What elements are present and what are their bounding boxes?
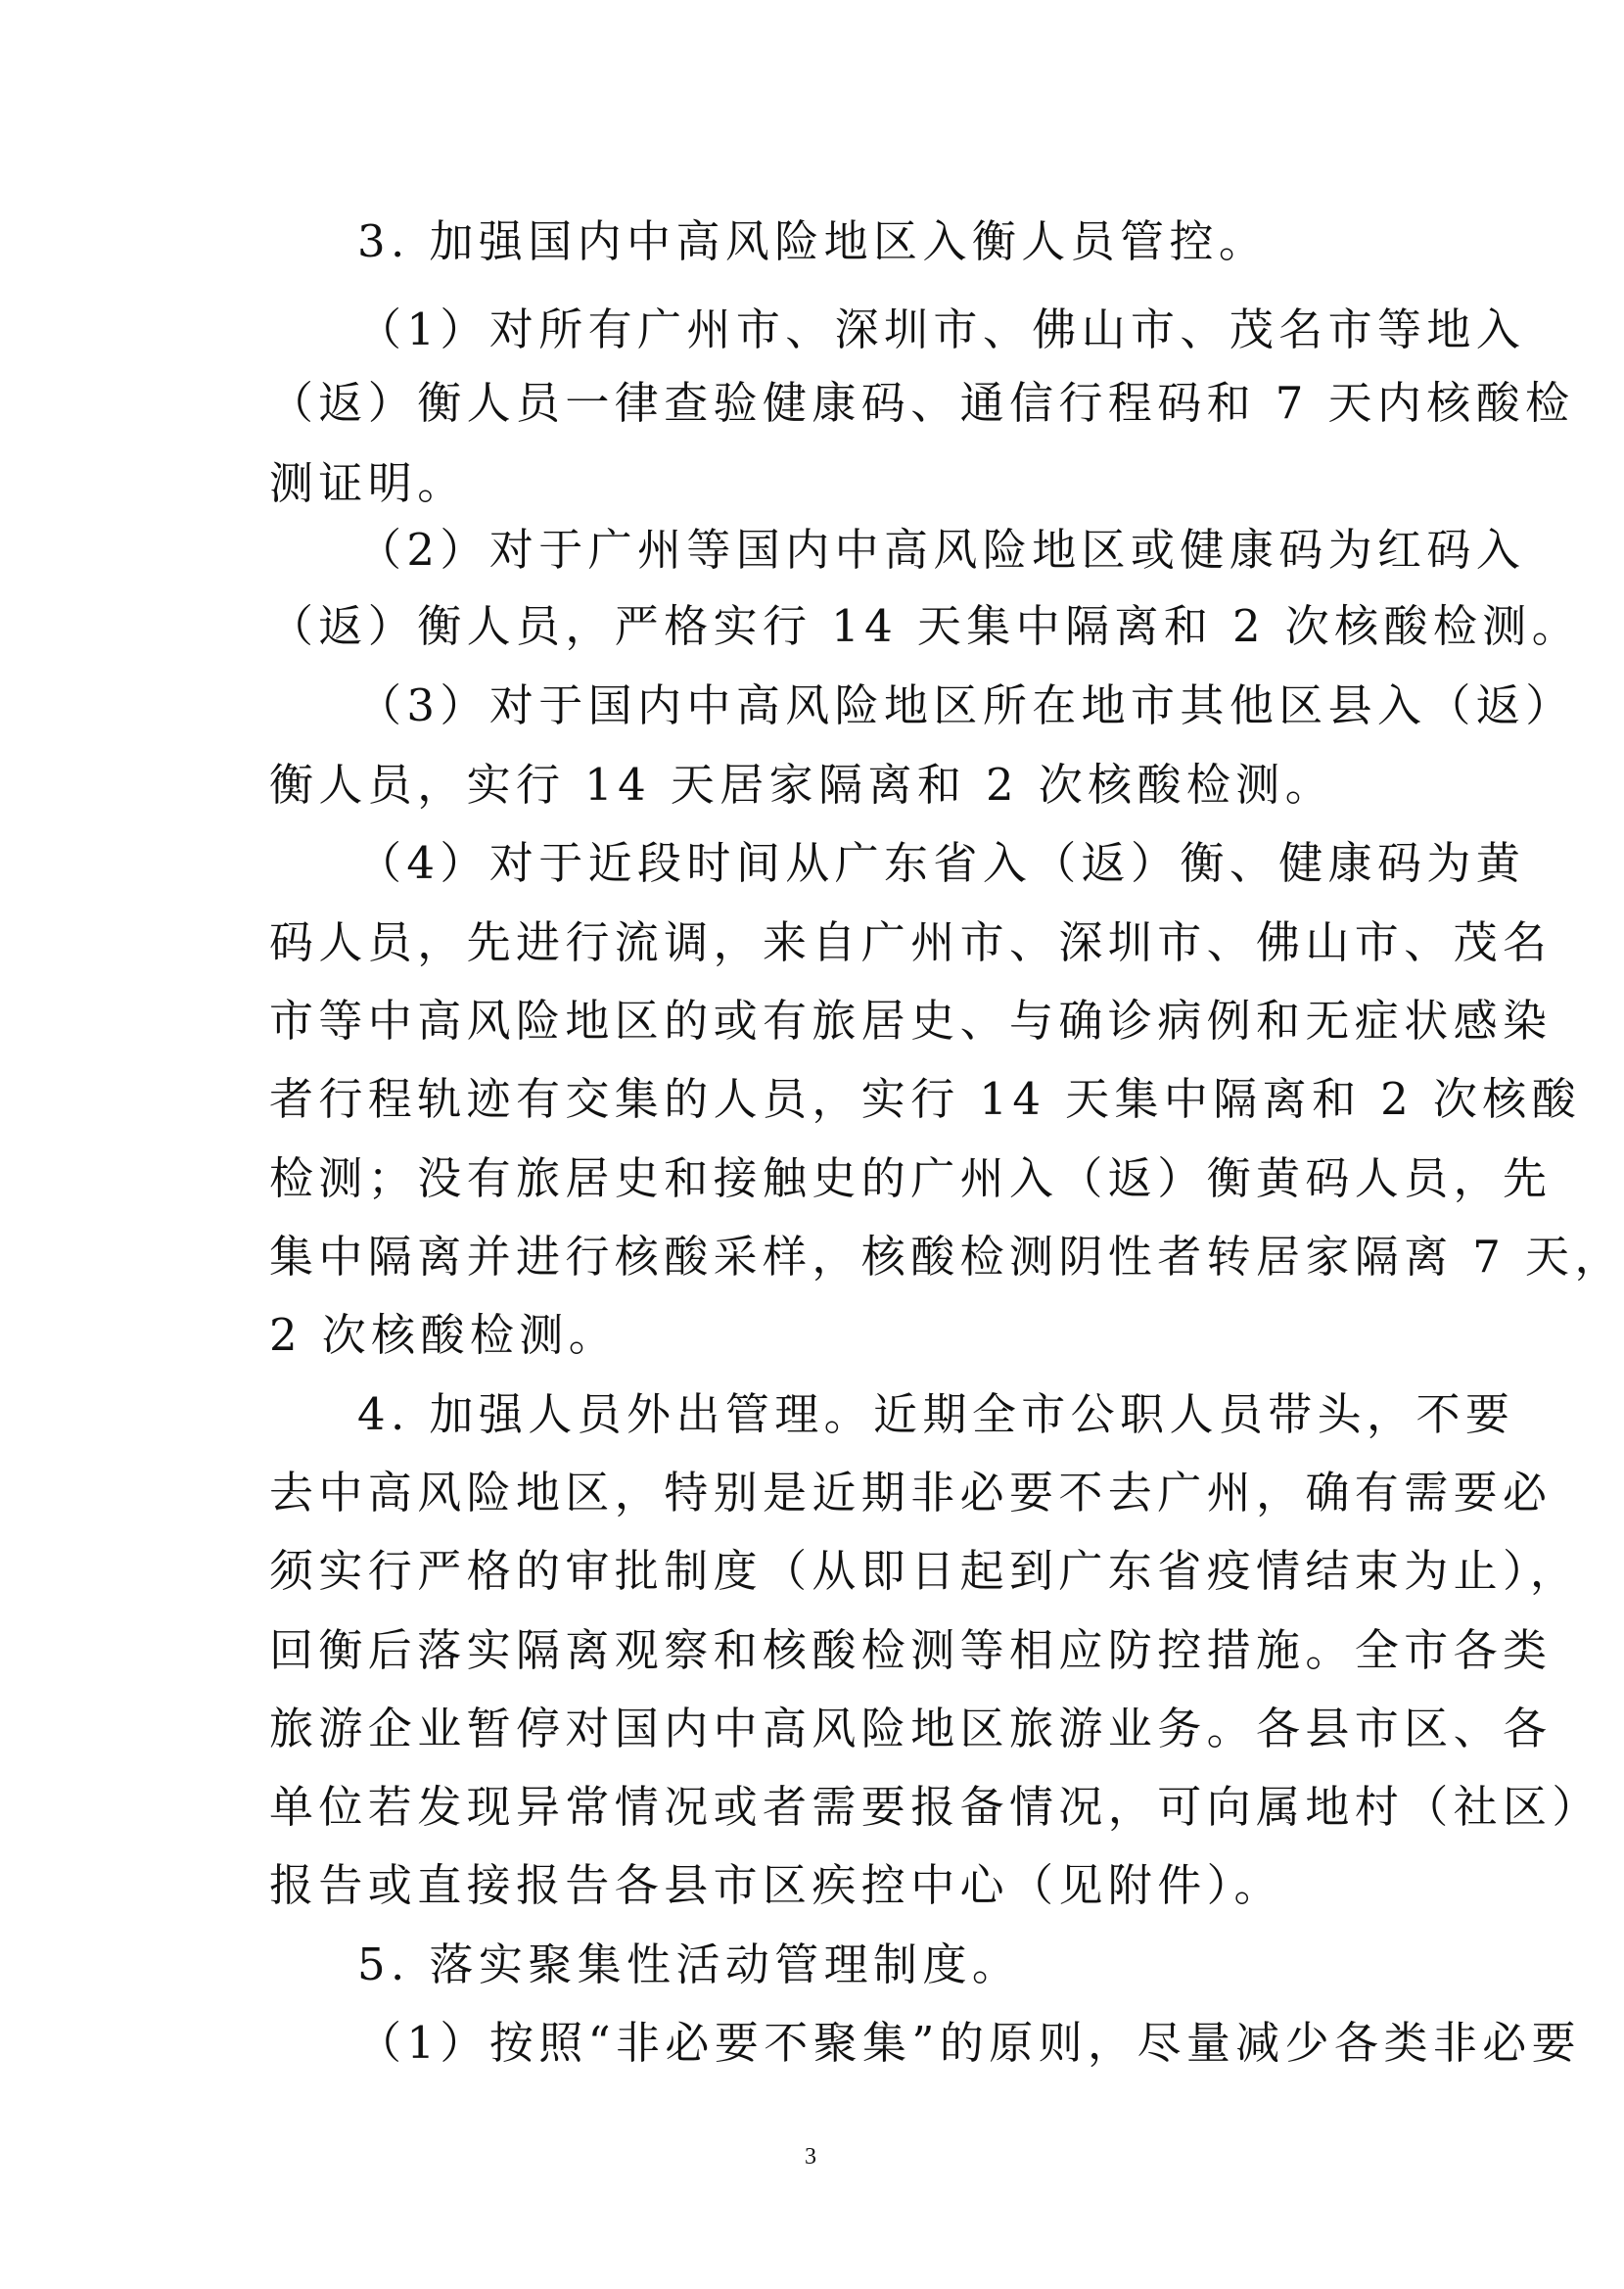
text-line-6: （返）衡人员，严格实行 14 天集中隔离和 2 次核酸检测。 bbox=[269, 600, 1582, 652]
text-line-8: 衡人员，实行 14 天居家隔离和 2 次核酸检测。 bbox=[269, 759, 1335, 811]
text-line-9: （4）对于近段时间从广东省入（返）衡、健康码为黄 bbox=[357, 837, 1526, 889]
text-line-12: 者行程轨迹有交集的人员，实行 14 天集中隔离和 2 次核酸 bbox=[269, 1073, 1582, 1125]
text-line-11: 市等中高风险地区的或有旅居史、与确诊病例和无症状感染 bbox=[269, 995, 1553, 1047]
text-line-4: 测证明。 bbox=[269, 457, 467, 509]
text-line-23: 5. 落实聚集性活动管理制度。 bbox=[357, 1939, 1022, 1990]
text-line-10: 码人员，先进行流调，来自广州市、深圳市、佛山市、茂名 bbox=[269, 916, 1553, 968]
text-line-18: 须实行严格的审批制度（从即日起到广东省疫情结束为止）， bbox=[269, 1545, 1580, 1597]
text-line-15: 2 次核酸检测。 bbox=[269, 1309, 619, 1361]
text-line-24: （1）按照“非必要不聚集”的原则，尽量减少各类非必要 bbox=[357, 2017, 1582, 2069]
text-line-5: （2）对于广州等国内中高风险地区或健康码为红码入 bbox=[357, 524, 1526, 576]
text-line-1: 3. 加强国内中高风险地区入衡人员管控。 bbox=[357, 215, 1269, 267]
text-line-14: 集中隔离并进行核酸采样，核酸检测阴性者转居家隔离 7 天， bbox=[269, 1231, 1624, 1283]
text-line-17: 去中高风险地区，特别是近期非必要不去广州，确有需要必 bbox=[269, 1467, 1553, 1518]
text-line-21: 单位若发现异常情况或者需要报备情况，可向属地村（社区） bbox=[269, 1781, 1601, 1833]
text-line-13: 检测；没有旅居史和接触史的广州入（返）衡黄码人员，先 bbox=[269, 1152, 1553, 1204]
page-number: 3 bbox=[805, 2144, 816, 2170]
text-line-16: 4. 加强人员外出管理。近期全市公职人员带头，不要 bbox=[357, 1388, 1515, 1440]
text-line-2: （1）对所有广州市、深圳市、佛山市、茂名市等地入 bbox=[357, 304, 1526, 355]
text-line-20: 旅游企业暂停对国内中高风险地区旅游业务。各县市区、各 bbox=[269, 1703, 1553, 1754]
text-line-19: 回衡后落实隔离观察和核酸检测等相应防控措施。全市各类 bbox=[269, 1624, 1553, 1676]
text-line-7: （3）对于国内中高风险地区所在地市其他区县入（返） bbox=[357, 679, 1575, 731]
text-line-22: 报告或直接报告各县市区疾控中心（见附件）。 bbox=[269, 1859, 1283, 1911]
text-line-3: （返）衡人员一律查验健康码、通信行程码和 7 天内核酸检 bbox=[269, 377, 1575, 429]
